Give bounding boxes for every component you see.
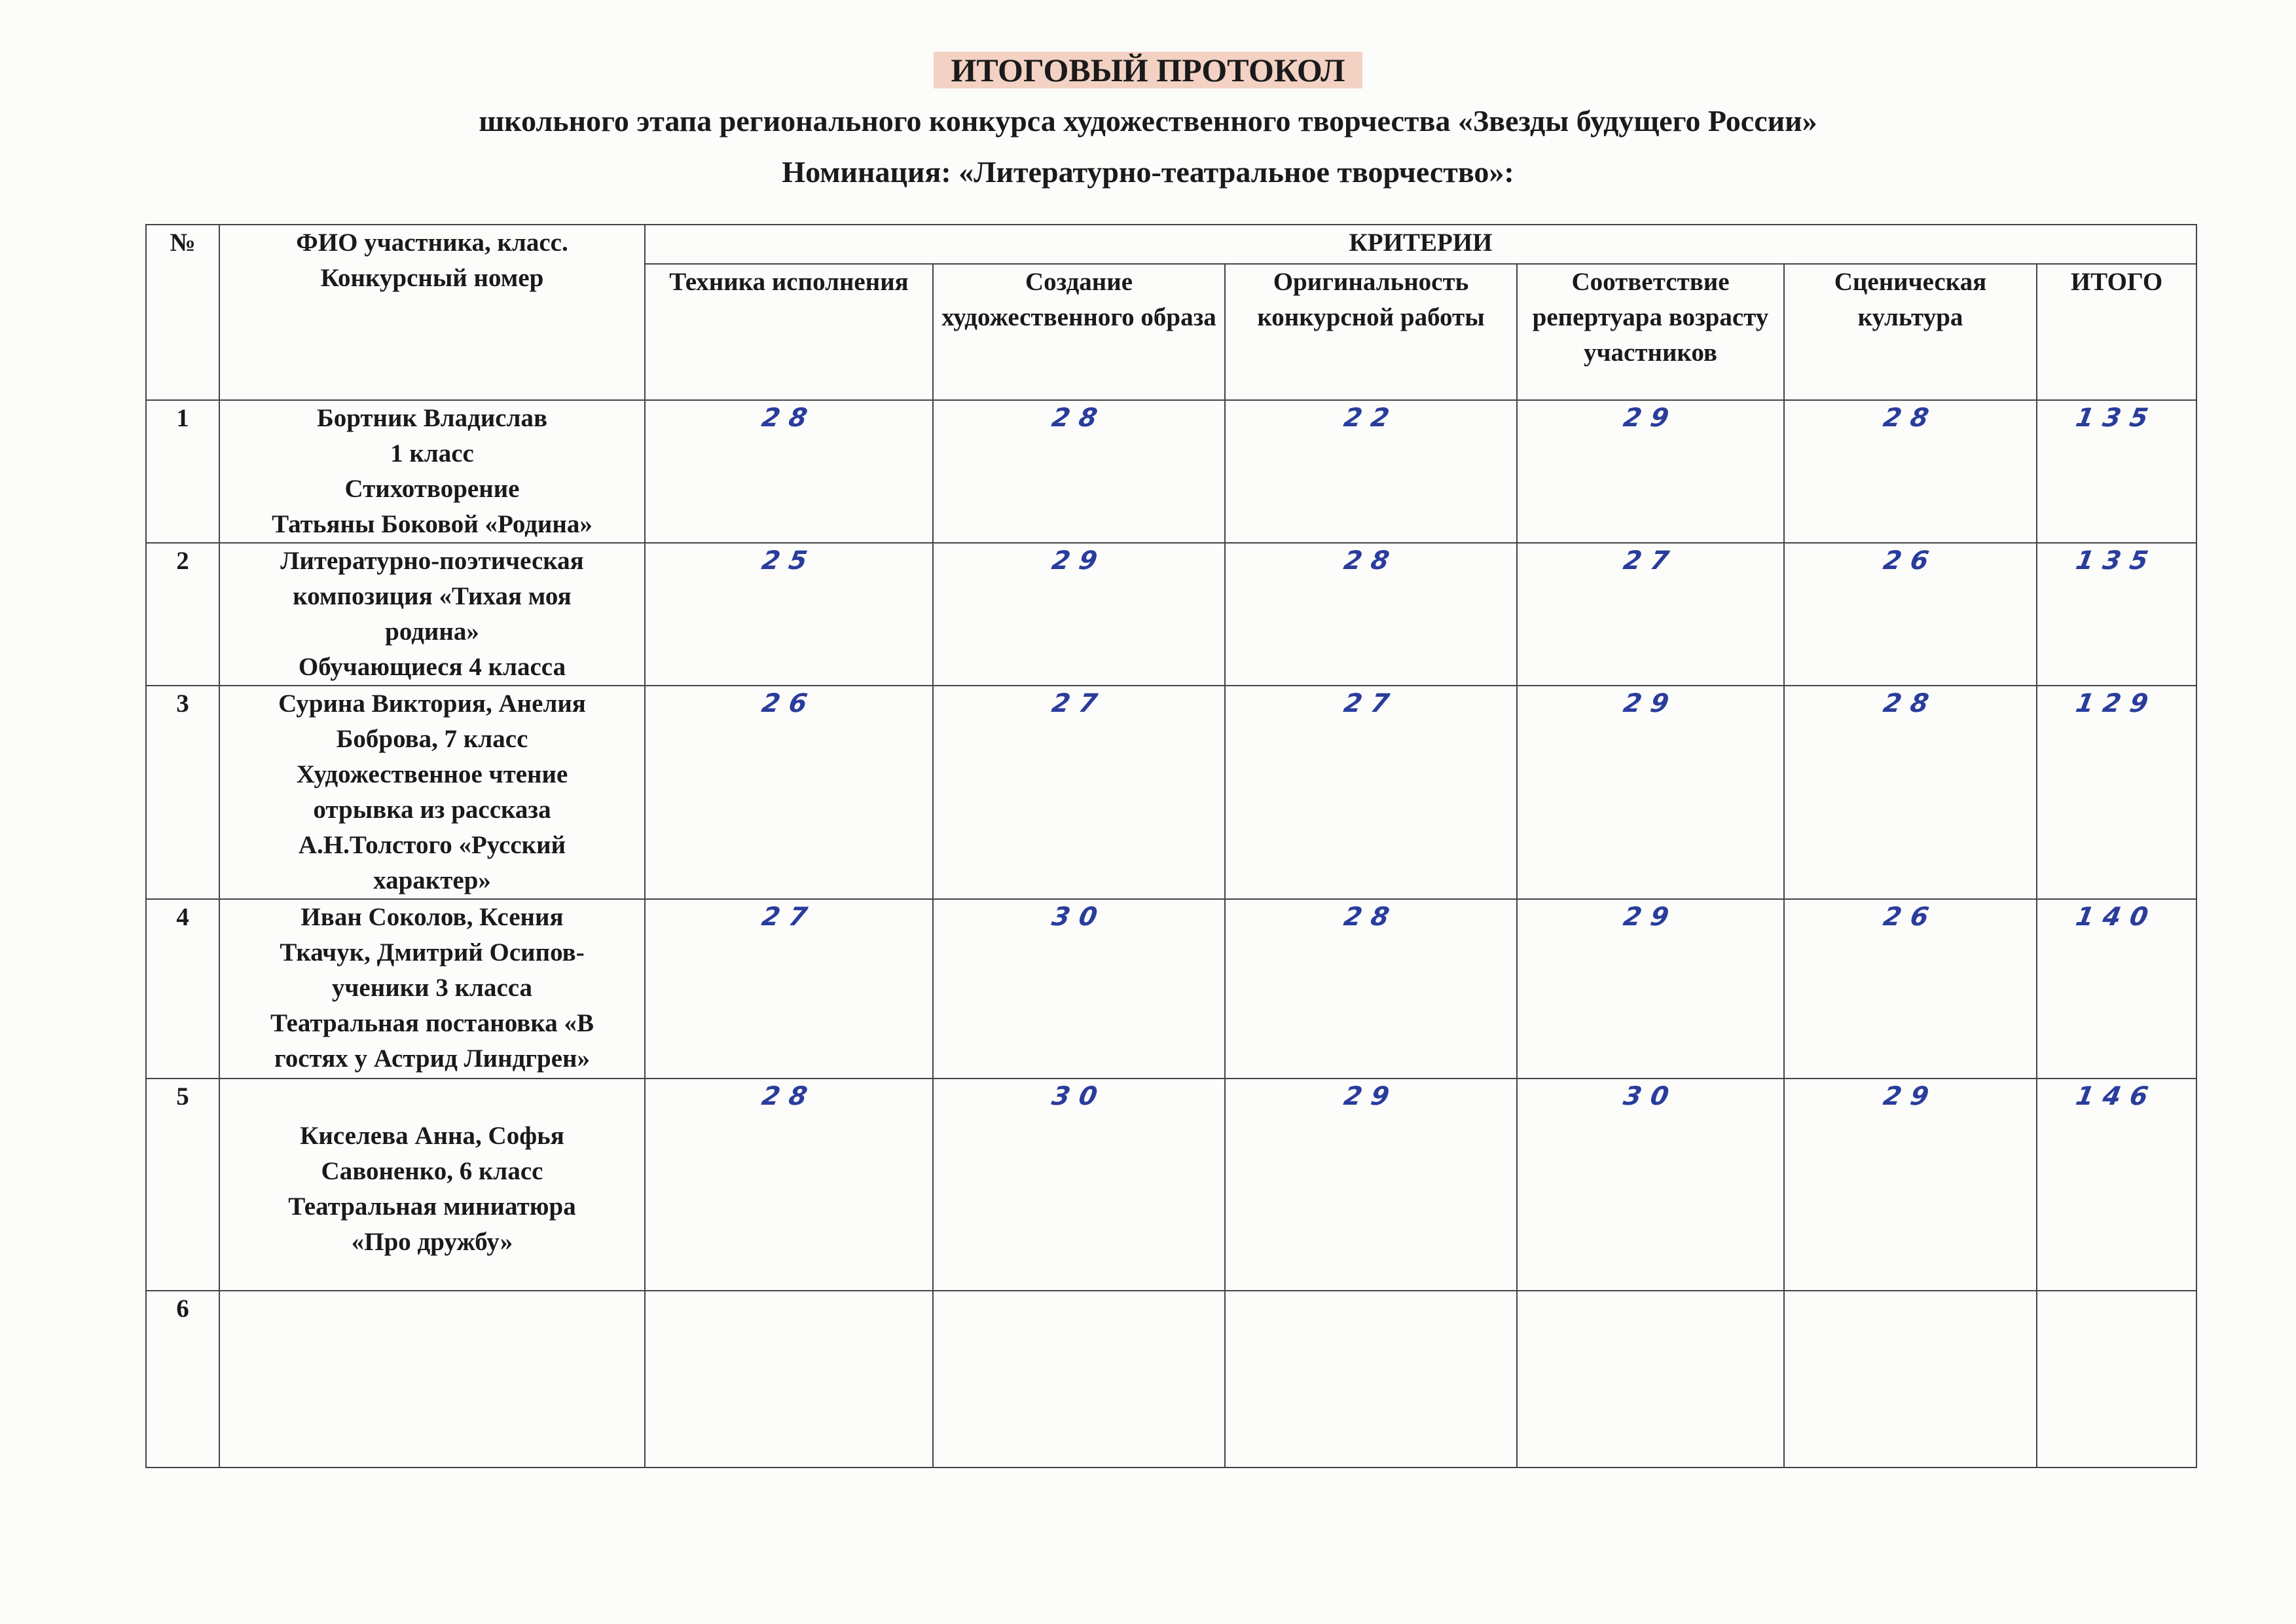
participant-line: Боброва, 7 класс <box>336 725 528 753</box>
participant-line: Обучающиеся 4 класса <box>298 653 566 681</box>
score-cell-stage-culture <box>1784 1291 2037 1467</box>
row-number: 1 <box>146 400 219 543</box>
table-row <box>146 1291 2196 1467</box>
criterion-header-stage-culture: Сценическая культура <box>1784 264 2037 400</box>
score-cell-stage-culture <box>1784 686 2037 899</box>
handwritten-score: 26 <box>759 689 819 718</box>
handwritten-score: 27 <box>759 902 819 932</box>
handwritten-score: 26 <box>1880 902 1941 932</box>
score-cell-total <box>2037 400 2196 543</box>
participant-line: характер» <box>373 866 491 895</box>
table-row <box>146 899 2196 1079</box>
score-cell-originality <box>1225 400 1517 543</box>
score-cell-technique <box>645 686 933 899</box>
protocol-subtitle: школьного этапа регионального конкурса художественного творчества «Звезды будущего России» <box>479 104 1817 138</box>
handwritten-score: 28 <box>1341 902 1401 932</box>
participant-line: гостях у Астрид Линдгрен» <box>274 1044 590 1073</box>
score-cell-repertoire-fit <box>1517 1079 1784 1291</box>
participant-line: отрывка из рассказа <box>313 796 551 824</box>
participant-cell <box>219 400 645 543</box>
score-cell-stage-culture <box>1784 400 2037 543</box>
participant-line: «Про дружбу» <box>351 1228 513 1256</box>
score-cell-artistic-image <box>933 1291 1225 1467</box>
handwritten-score: 29 <box>1880 1082 1941 1111</box>
handwritten-score: 29 <box>1620 689 1681 718</box>
table-header-row <box>146 225 2196 264</box>
participant-cell <box>219 1291 645 1467</box>
participant-line: Ткачук, Дмитрий Осипов- <box>280 938 585 967</box>
score-cell-stage-culture <box>1784 543 2037 686</box>
score-cell-originality <box>1225 686 1517 899</box>
column-header-number: № <box>146 225 219 400</box>
handwritten-score: 30 <box>1049 1082 1109 1111</box>
score-cell-total <box>2037 686 2196 899</box>
score-cell-repertoire-fit <box>1517 686 1784 899</box>
score-cell-originality <box>1225 543 1517 686</box>
score-cell-technique <box>645 543 933 686</box>
participant-line: композиция «Тихая моя <box>293 582 572 610</box>
participant-cell <box>219 1079 645 1291</box>
participant-cell <box>219 543 645 686</box>
criterion-header-total: ИТОГО <box>2037 264 2196 400</box>
table-row <box>146 1079 2196 1291</box>
handwritten-score: 28 <box>1880 403 1941 433</box>
participant-cell <box>219 686 645 899</box>
handwritten-score: 27 <box>1049 689 1109 718</box>
column-header-criteria: КРИТЕРИИ <box>645 225 2196 264</box>
table-row <box>146 686 2196 899</box>
score-cell-total <box>2037 1291 2196 1467</box>
score-cell-technique <box>645 1079 933 1291</box>
handwritten-score: 28 <box>759 1082 819 1111</box>
criterion-header-repertoire-fit: Соответствие репертуара возрасту участников <box>1517 264 1784 400</box>
score-cell-stage-culture <box>1784 1079 2037 1291</box>
score-cell-technique <box>645 1291 933 1467</box>
table-body <box>146 400 2196 1467</box>
nomination-heading: Номинация: «Литературно-театральное творчество»: <box>782 155 1514 189</box>
protocol-title <box>0 51 2296 89</box>
table-row <box>146 400 2196 543</box>
score-cell-artistic-image <box>933 686 1225 899</box>
handwritten-score: 30 <box>1620 1082 1681 1111</box>
handwritten-score: 129 <box>2073 689 2160 718</box>
protocol-title-text: ИТОГОВЫЙ ПРОТОКОЛ <box>934 52 1362 88</box>
column-header-participant: ФИО участника, класс. Конкурсный номер <box>219 225 645 400</box>
score-cell-repertoire-fit <box>1517 899 1784 1079</box>
participant-line: Иван Соколов, Ксения <box>301 903 564 931</box>
handwritten-score: 28 <box>1880 689 1941 718</box>
score-cell-artistic-image <box>933 400 1225 543</box>
score-cell-technique <box>645 899 933 1079</box>
row-number: 4 <box>146 899 219 1079</box>
handwritten-score: 30 <box>1049 902 1109 932</box>
score-cell-repertoire-fit <box>1517 543 1784 686</box>
score-cell-repertoire-fit <box>1517 1291 1784 1467</box>
handwritten-score: 28 <box>1341 546 1401 576</box>
handwritten-score: 27 <box>1341 689 1401 718</box>
handwritten-score: 135 <box>2073 403 2160 433</box>
participant-line: Бортник Владислав <box>316 404 548 432</box>
participant-line: Театральная миниатюра <box>288 1192 576 1221</box>
handwritten-score: 28 <box>759 403 819 433</box>
participant-line: Театральная постановка «В <box>270 1009 594 1037</box>
score-cell-repertoire-fit <box>1517 400 1784 543</box>
criterion-header-artistic-image: Создание художественного образа <box>933 264 1225 400</box>
score-cell-originality <box>1225 899 1517 1079</box>
participant-line: Литературно-поэтическая <box>280 547 584 575</box>
row-number: 6 <box>146 1291 219 1467</box>
participant-line: 1 класс <box>390 439 474 468</box>
score-cell-originality <box>1225 1079 1517 1291</box>
handwritten-score: 29 <box>1620 403 1681 433</box>
criterion-header-technique: Техника исполнения <box>645 264 933 400</box>
participant-line: Сурина Виктория, Анелия <box>278 690 586 718</box>
handwritten-score: 22 <box>1341 403 1401 433</box>
score-cell-artistic-image <box>933 543 1225 686</box>
row-number: 2 <box>146 543 219 686</box>
score-cell-stage-culture <box>1784 899 2037 1079</box>
score-cell-originality <box>1225 1291 1517 1467</box>
handwritten-score: 29 <box>1049 546 1109 576</box>
criterion-header-originality: Оригинальность конкурсной работы <box>1225 264 1517 400</box>
score-cell-total <box>2037 543 2196 686</box>
handwritten-score: 146 <box>2073 1082 2160 1111</box>
participant-line: Киселева Анна, Софья <box>300 1122 564 1150</box>
row-number: 5 <box>146 1079 219 1291</box>
score-cell-artistic-image <box>933 899 1225 1079</box>
results-table <box>145 224 2197 1468</box>
participant-line: А.Н.Толстого «Русский <box>298 831 566 859</box>
participant-cell <box>219 899 645 1079</box>
participant-line: Стихотворение <box>344 475 520 503</box>
handwritten-score: 28 <box>1049 403 1109 433</box>
handwritten-score: 26 <box>1880 546 1941 576</box>
handwritten-score: 27 <box>1620 546 1681 576</box>
score-cell-total <box>2037 899 2196 1079</box>
participant-line: Савоненко, 6 класс <box>321 1157 543 1185</box>
handwritten-score: 29 <box>1620 902 1681 932</box>
handwritten-score: 25 <box>759 546 819 576</box>
participant-line: Художественное чтение <box>296 760 568 788</box>
score-cell-artistic-image <box>933 1079 1225 1291</box>
handwritten-score: 140 <box>2073 902 2160 932</box>
participant-line: родина» <box>385 618 479 646</box>
score-cell-total <box>2037 1079 2196 1291</box>
row-number: 3 <box>146 686 219 899</box>
handwritten-score: 135 <box>2073 546 2160 576</box>
table-row <box>146 543 2196 686</box>
participant-line: ученики 3 класса <box>331 974 533 1002</box>
participant-line: Татьяны Боковой «Родина» <box>272 510 592 538</box>
handwritten-score: 29 <box>1341 1082 1401 1111</box>
score-cell-technique <box>645 400 933 543</box>
